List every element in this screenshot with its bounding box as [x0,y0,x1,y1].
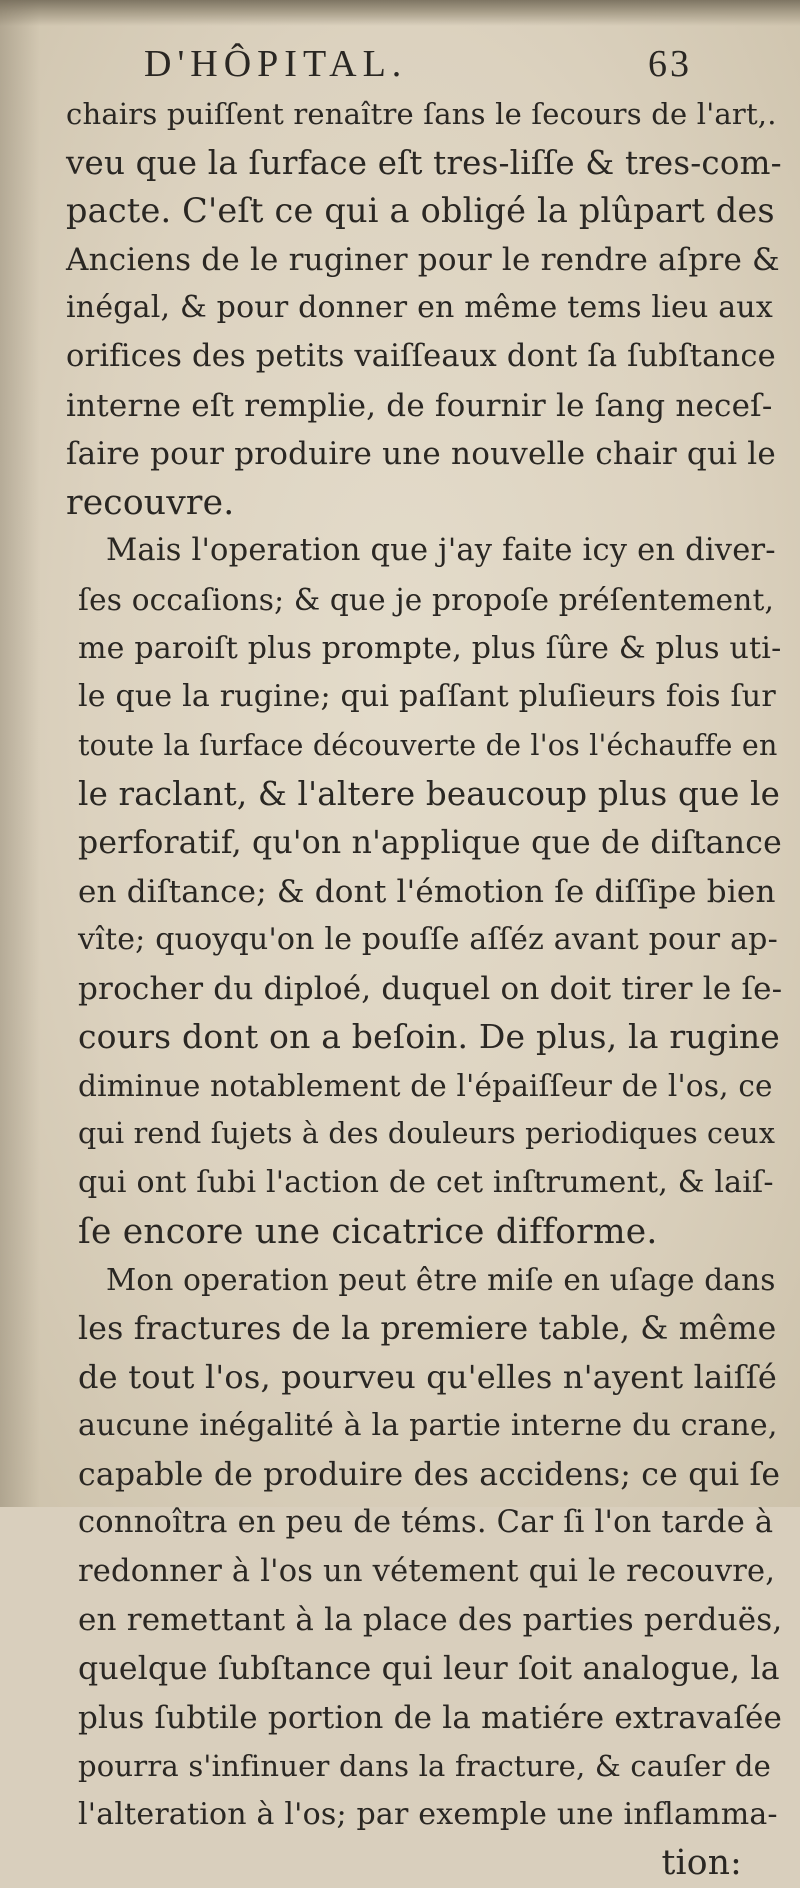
text-line: capable de produire des accidens; ce qui ſe [78,1456,781,1493]
text-line: en remettant à la place des parties perduës, [78,1602,783,1639]
page-text [52,38,782,1888]
text-line: procher du diploé, duquel on doit tirer le ſe- [78,970,783,1007]
text-line: qui rend ſujets à des douleurs periodiques ceux [78,1117,776,1151]
text-line: me paroiſt plus prompte, plus ſûre & plus uti- [78,630,782,666]
text-line: l'alteration à l'os; par exemple une inflamma- [78,1796,778,1832]
text-line: toute la ſurface découverte de l'os l'échauffe en [78,728,778,762]
text-line: de tout l'os, pourveu qu'elles n'ayent laiſſé [78,1358,778,1397]
text-line: pacte. C'eſt ce qui a obligé la plûpart des [66,191,775,231]
text-line: chairs puiſſent renaître ſans le ſecours de l'art,. [66,97,777,131]
text-line: perforatif, qu'on n'applique que de diſtance [78,824,782,861]
text-line: veu que la ſurface eſt tres-liſſe & tres-com- [66,143,782,182]
text-line: ſes occaſions; & que je propoſe préſentement, [78,582,775,617]
text-line: ſaire pour produire une nouvelle chair qui le [66,436,776,473]
running-header [52,38,782,90]
text-line: le raclant, & l'altere beaucoup plus que le [78,775,781,814]
page-number: 63 [648,43,692,85]
text-line: interne eſt remplie, de fournir le ſang neceſ- [66,387,773,424]
text-line: ſe encore une cicatrice difforme. [78,1211,658,1252]
text-line: plus ſubtile portion de la matiére extravaſée [78,1699,783,1736]
text-line: connoîtra en peu de téms. Car ſi l'on tarde à [78,1505,774,1541]
text-line: pourra s'infinuer dans la fracture, & cauſer de [78,1749,772,1784]
text-line: aucune inégalité à la partie interne du crane, [78,1408,778,1444]
paragraph-start-line: Mais l'operation que j'ay faite icy en diver- [106,533,776,569]
paragraph-start-line: Mon operation peut être miſe en uſage dans [106,1263,776,1298]
text-line: les fractures de la premiere table, & même [78,1310,777,1347]
text-line: cours dont on a beſoin. De plus, la rugine [78,1017,781,1057]
catchword-line: tion: [661,1843,742,1884]
text-line: diminue notablement de l'épaiſſeur de l'os, ce [78,1068,773,1103]
text-line: recouvre. [66,482,235,523]
text-line: redonner à l'os un vétement qui le recouvre, [78,1553,776,1589]
text-line: le que la rugine; qui paſſant pluſieurs fois ſur [78,679,776,715]
text-line: Anciens de le ruginer pour le rendre aſpre & [66,241,780,278]
text-line: orifices des petits vaiſſeaux dont ſa ſubſtance [66,338,776,374]
text-line: vîte; quoyqu'on le pouſſe aſſéz avant pour ap- [78,922,778,958]
text-line: inégal, & pour donner en même tems lieu aux [66,290,773,326]
text-line: qui ont ſubi l'action de cet inſtrument, & laiſ- [78,1165,774,1201]
running-title: D'HÔPITAL. [144,43,408,85]
text-line: quelque ſubſtance qui leur ſoit analogue, la [78,1651,780,1687]
text-line: en diſtance; & dont l'émotion ſe diſſipe bien [78,873,776,910]
